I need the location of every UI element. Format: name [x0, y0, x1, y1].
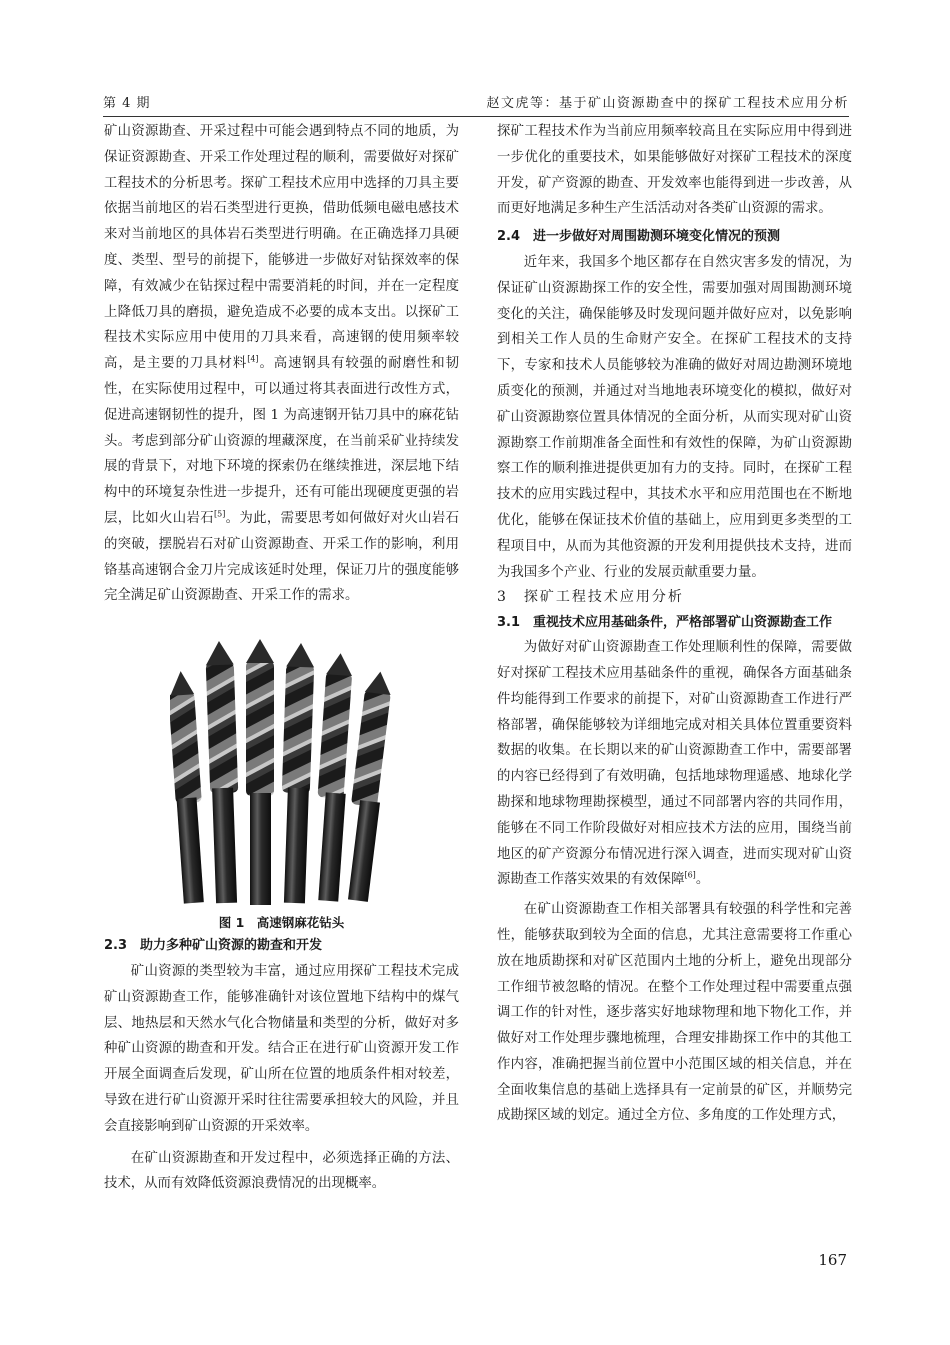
- drill-bits-image: [170, 633, 398, 908]
- paragraph: 为做好对矿山资源勘查工作处理顺利性的保障，需要做好对探矿工程技术应用基础条件的重视，确保各方面基础条件均能得到工作要求的前提下，对矿山资源勘查工作进行严格部署，确保能够较为详细地完成对相关具体位置重要资料数据的收集。在长期以来的矿山资源勘查工作中，需要部署的内容已经得到了有效明确，包括地球物理遥感、地球化学勘探和地球物理勘探模型，通过不同部署内容的共同作用，能够在不同工作阶段做好对相应技术方法的应用，围绕当前地区的矿产资源分布情况进行深入调查，进而实现对矿山资源勘查工作落实效果的有效保障[6]。: [497, 640, 852, 888]
- figure-1: [104, 633, 459, 913]
- paragraph: 探矿工程技术作为当前应用频率较高且在实际应用中得到进一步优化的重要技术，如果能够做好对探矿工程技术的深度开发，矿产资源的勘查、开发效率也能得到进一步改善，从而更好地满足多种生产生活活动对各类矿山资源的需求。: [497, 124, 852, 217]
- section-heading-3: 3 探矿工程技术应用分析: [497, 589, 684, 606]
- section-heading-3-1: 3.1 重视技术应用基础条件，严格部署矿山资源勘查工作: [497, 615, 833, 631]
- paragraph: 矿山资源勘查、开采过程中可能会遇到特点不同的地质，为保证资源勘查、开采工作处理过程的顺利，需要做好对探矿工程技术的分析思考。探矿工程技术应用中选择的刀具主要依据当前地区的岩石类型进行更换，借助低频电磁电感技术来对当前地区的具体岩石类型进行明确。在正确选择刀具硬度、类型、型号的前提下，能够进一步做好对钻探效率的保障，有效减少在钻探过程中需要消耗的时间，并在一定程度上降低刀具的磨损，避免造成不必要的成本支出。以探矿工程技术实际应用中使用的刀具来看，高速钢的使用频率较高，是主要的刀具材料[4]。高速钢具有较强的耐磨性和韧性，在实际使用过程中，可以通过将其表面进行改性方式，促进高速钢韧性的提升，图 1 为高速钢开钻刀具中的麻花钻头。考虑到部分矿山资源的埋藏深度，在当前采矿业持续发展的背景下，对地下环境的探索仍在继续推进，深层地下结构中的环境复杂性进一步提升，还有可能出现硬度更强的岩层，比如火山岩石[5]。为此，需要思考如何做好对火山岩石的突破，摆脱岩石对矿山资源勘查、开采工作的影响，利用铬基高速钢合金刀片完成该延时处理，保证刀片的强度能够完全满足矿山资源勘查、开采工作的需求。: [104, 124, 460, 604]
- issue-number: 第 4 期: [103, 96, 151, 111]
- citation: [6]: [684, 870, 696, 880]
- figure-caption: 图 1 高速钢麻花钻头: [218, 915, 345, 931]
- right-column: [497, 119, 852, 1129]
- running-title: 赵文虎等：基于矿山资源勘查中的探矿工程技术应用分析: [486, 96, 849, 111]
- page-number: 167: [818, 1251, 847, 1269]
- paragraph: 近年来，我国多个地区都存在自然灾害多发的情况，为保证矿山资源勘探工作的安全性，需要加强对周围勘测环境变化的关注，确保能够及时发现问题并做好应对，以免影响到相关工作人员的生命财产安全。在探矿工程技术的支持下，专家和技术人员能够较为准确的做好对周边勘测环境地质变化的预测，并通过对当地地表环境变化的模拟，做好对矿山资源勘察位置具体情况的全面分析，从而实现对矿山资源勘察工作前期准备全面性和有效性的保障，为矿山资源勘察工作的顺利推进提供更加有力的支持。同时，在探矿工程技术的应用实践过程中，其技术水平和应用范围也在不断地优化，能够在保证技术价值的基础上，应用到更多类型的工程项目中，从而为其他资源的开发利用提供技术支持，进而为我国多个产业、行业的发展贡献重要力量。: [497, 254, 852, 580]
- left-column: [104, 119, 459, 1197]
- paragraph: 在矿山资源勘查工作相关部署具有较强的科学性和完善性，能够获取到较为全面的信息，尤其注意需要将工作重心放在地质勘探和对矿区范围内土地的分析上，避免出现部分工作细节被忽略的情况。在整个工作处理过程中需要重点强调工作的针对性，逐步落实好地球物理和地下物化工作，并做好对工作处理步骤地梳理，合理安排勘探工作中的其他工作内容，准确把握当前位置中小范围区域的相关信息，并在全面收集信息的基础上选择具有一定前景的矿区，并顺势完成勘探区域的划定。通过全方位、多角度的工作处理方式，: [497, 902, 852, 1124]
- citation: [5]: [213, 509, 226, 519]
- section-heading-2-3: 2.3 助力多种矿山资源的勘查和开发: [104, 938, 323, 954]
- paragraph: 矿山资源的类型较为丰富，通过应用探矿工程技术完成矿山资源勘查工作，能够准确针对该位置地下结构中的煤气层、地热层和天然水气化合物储量和类型的分析，做好对多种矿山资源的勘查和开发。结合正在进行矿山资源开发工作开展全面调查后发现，矿山所在位置的地质条件相对较差，导致在进行矿山资源开采时往往需要承担较大的风险，并且会直接影响到矿山资源的开采效率。: [104, 963, 459, 1134]
- citation: [4]: [247, 354, 259, 364]
- paragraph: 在矿山资源勘查和开发过程中，必须选择正确的方法、技术，从而有效降低资源浪费情况的出现概率。: [104, 1150, 459, 1192]
- section-heading-2-4: 2.4 进一步做好对周围勘测环境变化情况的预测: [497, 229, 781, 245]
- running-header: [103, 88, 849, 117]
